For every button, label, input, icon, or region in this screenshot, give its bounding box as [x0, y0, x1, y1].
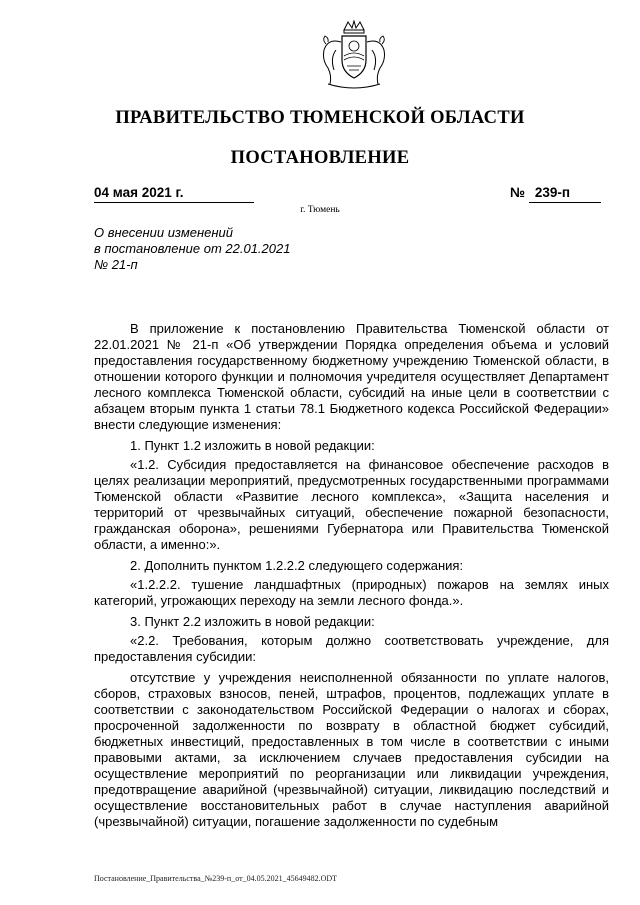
city-label: г. Тюмень — [300, 205, 340, 215]
subject-line: № 21-п — [94, 257, 138, 272]
body-paragraph: «1.2. Субсидия предоставляется на финансовое обеспечение расходов в целях реализации мероприятий, предусмотренных государственными программами Тюменской области «Развитие лесного комплекса», «Защита населения и территорий от чрезвычайных ситуаций, обеспечение пожарной безопасности, гражданская оборона», решениями Губернатора или Правительства Тюменской области, а именно:». — [94, 457, 609, 552]
footer-filename: Постановление_Правительства_№239-п_от_04.05.2021_45649482.ODT — [94, 874, 338, 883]
document-subject — [94, 225, 394, 273]
body-paragraph: 2. Дополнить пунктом 1.2.2.2 следующего содержания: — [130, 558, 464, 573]
subject-line: О внесении изменений — [94, 225, 233, 240]
body-paragraph: «1.2.2.2. тушение ландшафтных (природных) пожаров на землях иных категорий, угрожающих переходу на земли лесного фонда.». — [94, 577, 609, 608]
body-paragraph: 3. Пункт 2.2 изложить в новой редакции: — [130, 614, 375, 629]
government-title: ПРАВИТЕЛЬСТВО ТЮМЕНСКОЙ ОБЛАСТИ — [115, 108, 525, 128]
subject-line: в постановление от 22.01.2021 — [94, 241, 291, 256]
body-paragraph: «2.2. Требования, которым должно соответствовать учреждение, для предоставления субсидии: — [94, 633, 609, 664]
number-value: 239-п — [529, 185, 601, 203]
body-paragraph: отсутствие у учреждения неисполненной обязанности по уплате налогов, сборов, страховых взносов, пеней, штрафов, процентов, подлежащих уплате в соответствии с законодательством Российской Федерации о налогах и сборах, просроченной задолженности по возврату в областной бюджет субсидий, бюджетных инвестиций, предоставленных в том числе в соответствии с иными правовыми актами, за исключением случаев предоставления субсидии на осуществление мероприятий по реорганизации или ликвидации учреждения, предотвращение аварийной (чрезвычайной) ситуации, ликвидацию последствий и осуществление восстановительных работ в случае наступления аварийной (чрезвычайной) ситуации, погашение задолженности по судебным — [94, 670, 609, 829]
document-date: 04 мая 2021 г. — [94, 185, 254, 203]
coat-of-arms-emblem — [314, 20, 394, 92]
document-type-title: ПОСТАНОВЛЕНИЕ — [230, 148, 410, 168]
document-body — [94, 321, 609, 835]
body-paragraph: 1. Пункт 1.2 изложить в новой редакции: — [130, 438, 375, 453]
document-number — [510, 185, 605, 203]
number-sign: № — [510, 185, 526, 200]
body-paragraph: В приложение к постановлению Правительства Тюменской области от 22.01.2021 № 21-п «Об утверждении Порядка определения объема и условий предоставления государственному бюджетному учреждению Тюменской области, в отношении которого функции и полномочия учредителя осуществляет Департамент лесного комплекса Тюменской области, субсидий на иные цели в соответствии с абзацем вторым пункта 1 статьи 78.1 Бюджетного кодекса Российской Федерации» внести следующие изменения: — [94, 321, 609, 432]
